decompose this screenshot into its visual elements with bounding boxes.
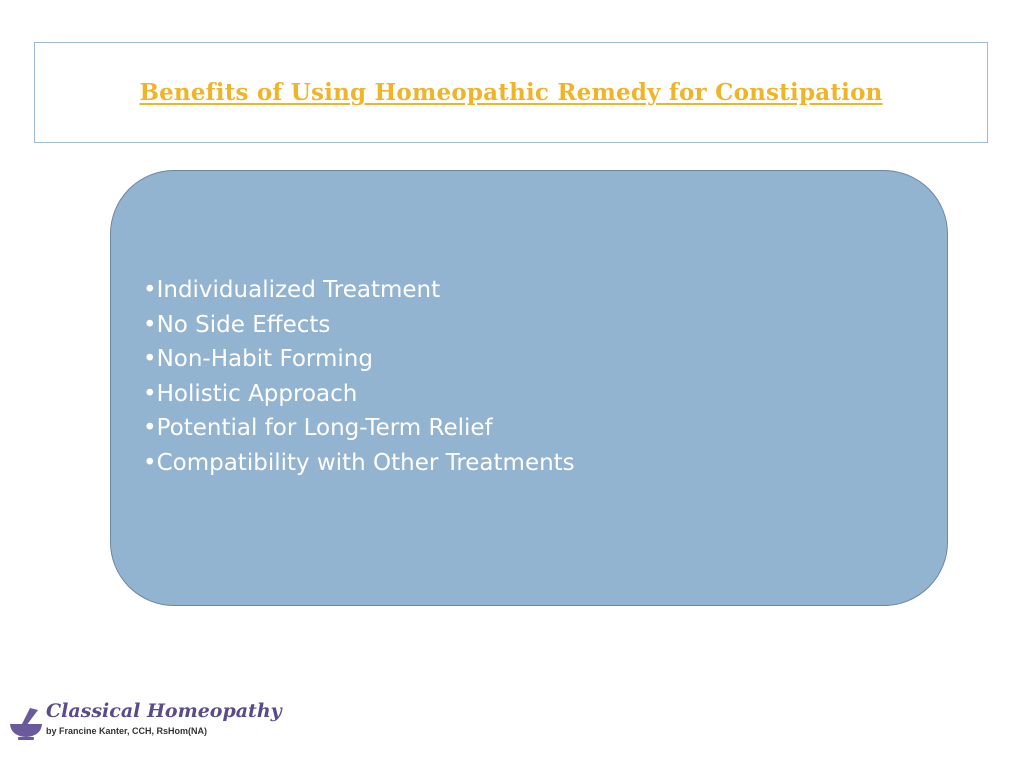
title-box — [34, 42, 988, 143]
benefits-list — [143, 273, 575, 480]
brand-logo — [8, 700, 282, 748]
logo-byline: by Francine Kanter, CCH, RsHom(NA) — [46, 726, 208, 736]
benefit-item: • Potential for Long-Term Relief — [143, 411, 575, 446]
benefit-item: • Compatibility with Other Treatments — [143, 446, 575, 481]
benefit-item: • Holistic Approach — [143, 377, 575, 412]
benefit-item: • No Side Effects — [143, 308, 575, 343]
benefits-card — [110, 170, 948, 606]
benefit-item: • Non-Habit Forming — [143, 342, 575, 377]
logo-name: Classical Homeopathy — [46, 700, 282, 722]
slide-title: Benefits of Using Homeopathic Remedy for Constipation — [139, 79, 883, 106]
benefit-item: • Individualized Treatment — [143, 273, 575, 308]
mortar-pestle-icon — [8, 706, 48, 742]
